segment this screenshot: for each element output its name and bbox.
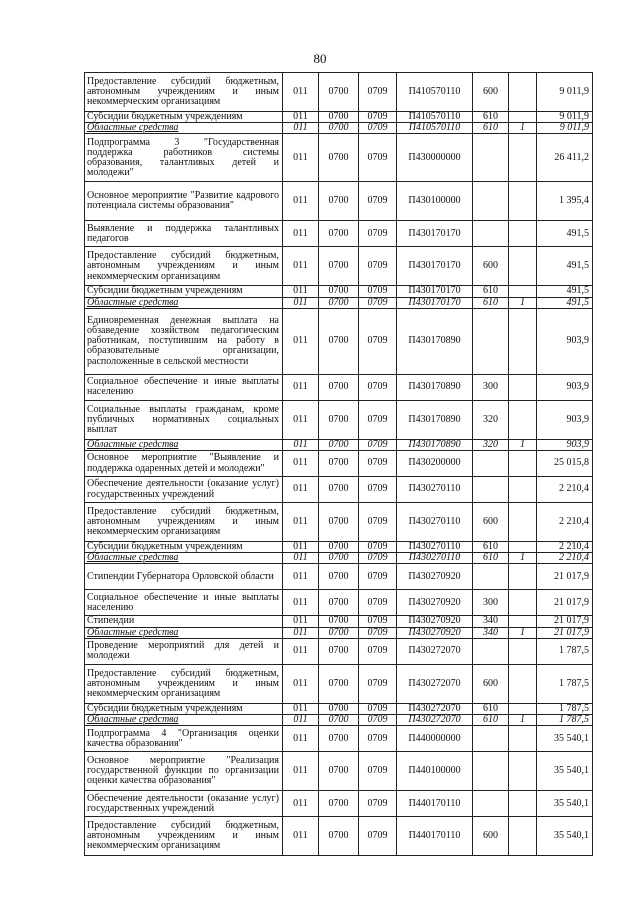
expense-type-code: 300 xyxy=(473,374,509,400)
ministry-code: 011 xyxy=(283,638,319,664)
row-name: Областные средства xyxy=(85,627,283,638)
target-article-code: П440170110 xyxy=(397,817,473,856)
target-article-code: П430170170 xyxy=(397,297,473,308)
ministry-code: 011 xyxy=(283,73,319,112)
funding-source-code xyxy=(509,817,537,856)
ministry-code: 011 xyxy=(283,400,319,439)
funding-source-code xyxy=(509,616,537,627)
funding-source-code xyxy=(509,134,537,182)
amount: 21 017,9 xyxy=(537,564,593,590)
subsection-code: 0709 xyxy=(359,638,397,664)
row-name: Основное мероприятие "Развитие кадрового потенциала системы образования" xyxy=(85,182,283,221)
row-name: Основное мероприятие "Реализация государственной функции по организации оценки качества образования" xyxy=(85,752,283,791)
ministry-code: 011 xyxy=(283,182,319,221)
ministry-code: 011 xyxy=(283,451,319,477)
target-article-code: П430170890 xyxy=(397,308,473,374)
table-row xyxy=(85,308,593,374)
subsection-code: 0709 xyxy=(359,817,397,856)
row-name: Предоставление субсидий бюджетным, автономным учреждениям и иным некоммерческим организациям xyxy=(85,73,283,112)
funding-source-code: 1 xyxy=(509,123,537,134)
section-code: 0700 xyxy=(319,439,359,450)
section-code: 0700 xyxy=(319,308,359,374)
subsection-code: 0709 xyxy=(359,791,397,817)
row-name: Стипендии xyxy=(85,616,283,627)
table-row xyxy=(85,542,593,553)
subsection-code: 0709 xyxy=(359,73,397,112)
amount: 2 210,4 xyxy=(537,553,593,564)
subsection-code: 0709 xyxy=(359,308,397,374)
section-code: 0700 xyxy=(319,616,359,627)
amount: 2 210,4 xyxy=(537,542,593,553)
row-name: Областные средства xyxy=(85,553,283,564)
subsection-code: 0709 xyxy=(359,503,397,542)
expense-type-code xyxy=(473,752,509,791)
ministry-code: 011 xyxy=(283,726,319,752)
subsection-code: 0709 xyxy=(359,439,397,450)
expense-type-code: 610 xyxy=(473,123,509,134)
funding-source-code xyxy=(509,638,537,664)
table-row xyxy=(85,297,593,308)
ministry-code: 011 xyxy=(283,247,319,286)
subsection-code: 0709 xyxy=(359,221,397,247)
amount: 903,9 xyxy=(537,400,593,439)
section-code: 0700 xyxy=(319,134,359,182)
funding-source-code xyxy=(509,374,537,400)
ministry-code: 011 xyxy=(283,374,319,400)
expense-type-code xyxy=(473,564,509,590)
table-row xyxy=(85,123,593,134)
amount: 2 210,4 xyxy=(537,477,593,503)
subsection-code: 0709 xyxy=(359,182,397,221)
amount: 1 395,4 xyxy=(537,182,593,221)
row-name: Областные средства xyxy=(85,123,283,134)
funding-source-code: 1 xyxy=(509,627,537,638)
ministry-code: 011 xyxy=(283,553,319,564)
section-code: 0700 xyxy=(319,221,359,247)
ministry-code: 011 xyxy=(283,503,319,542)
table-row xyxy=(85,451,593,477)
ministry-code: 011 xyxy=(283,752,319,791)
target-article-code: П430170170 xyxy=(397,221,473,247)
table-row xyxy=(85,664,593,703)
amount: 491,5 xyxy=(537,221,593,247)
target-article-code: П430270110 xyxy=(397,542,473,553)
expense-type-code xyxy=(473,791,509,817)
subsection-code: 0709 xyxy=(359,400,397,439)
target-article-code: П430270920 xyxy=(397,627,473,638)
amount: 903,9 xyxy=(537,374,593,400)
ministry-code: 011 xyxy=(283,817,319,856)
expense-type-code: 610 xyxy=(473,553,509,564)
funding-source-code xyxy=(509,73,537,112)
amount: 9 011,9 xyxy=(537,112,593,123)
subsection-code: 0709 xyxy=(359,703,397,714)
expense-type-code xyxy=(473,182,509,221)
subsection-code: 0709 xyxy=(359,297,397,308)
expense-type-code: 610 xyxy=(473,297,509,308)
section-code: 0700 xyxy=(319,715,359,726)
table-row xyxy=(85,616,593,627)
target-article-code: П430270110 xyxy=(397,553,473,564)
table-row xyxy=(85,112,593,123)
table-row xyxy=(85,400,593,439)
ministry-code: 011 xyxy=(283,112,319,123)
expense-type-code xyxy=(473,221,509,247)
target-article-code: П430170170 xyxy=(397,286,473,297)
amount: 35 540,1 xyxy=(537,791,593,817)
table-row xyxy=(85,439,593,450)
table-row xyxy=(85,752,593,791)
ministry-code: 011 xyxy=(283,703,319,714)
row-name: Социальное обеспечение и иные выплаты населению xyxy=(85,590,283,616)
table-row xyxy=(85,638,593,664)
expense-type-code: 320 xyxy=(473,439,509,450)
target-article-code: П430170890 xyxy=(397,400,473,439)
ministry-code: 011 xyxy=(283,791,319,817)
table-row xyxy=(85,627,593,638)
section-code: 0700 xyxy=(319,503,359,542)
expense-type-code: 600 xyxy=(473,817,509,856)
funding-source-code xyxy=(509,703,537,714)
funding-source-code xyxy=(509,308,537,374)
subsection-code: 0709 xyxy=(359,627,397,638)
table-row xyxy=(85,286,593,297)
target-article-code: П430170890 xyxy=(397,374,473,400)
funding-source-code: 1 xyxy=(509,553,537,564)
amount: 491,5 xyxy=(537,286,593,297)
target-article-code: П440170110 xyxy=(397,791,473,817)
target-article-code: П430170170 xyxy=(397,247,473,286)
target-article-code: П410570110 xyxy=(397,112,473,123)
row-name: Субсидии бюджетным учреждениям xyxy=(85,703,283,714)
row-name: Предоставление субсидий бюджетным, автономным учреждениям и иным некоммерческим организациям xyxy=(85,247,283,286)
funding-source-code: 1 xyxy=(509,439,537,450)
table-row xyxy=(85,791,593,817)
funding-source-code xyxy=(509,182,537,221)
amount: 1 787,5 xyxy=(537,638,593,664)
table-body xyxy=(85,73,593,856)
amount: 35 540,1 xyxy=(537,726,593,752)
expense-type-code xyxy=(473,726,509,752)
section-code: 0700 xyxy=(319,477,359,503)
target-article-code: П440100000 xyxy=(397,752,473,791)
expense-type-code xyxy=(473,451,509,477)
section-code: 0700 xyxy=(319,286,359,297)
target-article-code: П430270110 xyxy=(397,477,473,503)
subsection-code: 0709 xyxy=(359,134,397,182)
page-number: 80 xyxy=(313,51,327,66)
funding-source-code xyxy=(509,477,537,503)
subsection-code: 0709 xyxy=(359,564,397,590)
subsection-code: 0709 xyxy=(359,726,397,752)
row-name: Социальное обеспечение и иные выплаты населению xyxy=(85,374,283,400)
amount: 35 540,1 xyxy=(537,752,593,791)
expense-type-code xyxy=(473,477,509,503)
funding-source-code xyxy=(509,286,537,297)
row-name: Субсидии бюджетным учреждениям xyxy=(85,112,283,123)
table-row xyxy=(85,374,593,400)
target-article-code: П430272070 xyxy=(397,703,473,714)
section-code: 0700 xyxy=(319,400,359,439)
table-row xyxy=(85,221,593,247)
amount: 491,5 xyxy=(537,247,593,286)
expense-type-code xyxy=(473,308,509,374)
section-code: 0700 xyxy=(319,73,359,112)
subsection-code: 0709 xyxy=(359,542,397,553)
expense-type-code: 320 xyxy=(473,400,509,439)
row-name: Обеспечение деятельности (оказание услуг) государственных учреждений xyxy=(85,477,283,503)
funding-source-code xyxy=(509,451,537,477)
ministry-code: 011 xyxy=(283,590,319,616)
amount: 491,5 xyxy=(537,297,593,308)
target-article-code: П430000000 xyxy=(397,134,473,182)
ministry-code: 011 xyxy=(283,123,319,134)
subsection-code: 0709 xyxy=(359,247,397,286)
amount: 21 017,9 xyxy=(537,627,593,638)
section-code: 0700 xyxy=(319,247,359,286)
section-code: 0700 xyxy=(319,564,359,590)
target-article-code: П430270110 xyxy=(397,503,473,542)
target-article-code: П430272070 xyxy=(397,715,473,726)
amount: 25 015,8 xyxy=(537,451,593,477)
ministry-code: 011 xyxy=(283,134,319,182)
expense-type-code: 600 xyxy=(473,503,509,542)
amount: 903,9 xyxy=(537,439,593,450)
amount: 21 017,9 xyxy=(537,590,593,616)
row-name: Областные средства xyxy=(85,715,283,726)
subsection-code: 0709 xyxy=(359,112,397,123)
row-name: Единовременная денежная выплата на обзаведение хозяйством педагогическим работникам, поступившим на работу в образовательные организации, расположенные в сельской местности xyxy=(85,308,283,374)
section-code: 0700 xyxy=(319,374,359,400)
table-row xyxy=(85,134,593,182)
ministry-code: 011 xyxy=(283,221,319,247)
row-name: Областные средства xyxy=(85,297,283,308)
target-article-code: П430200000 xyxy=(397,451,473,477)
expense-type-code: 610 xyxy=(473,703,509,714)
table-row xyxy=(85,477,593,503)
section-code: 0700 xyxy=(319,123,359,134)
section-code: 0700 xyxy=(319,726,359,752)
ministry-code: 011 xyxy=(283,664,319,703)
funding-source-code xyxy=(509,247,537,286)
table-row xyxy=(85,73,593,112)
table-row xyxy=(85,553,593,564)
row-name: Обеспечение деятельности (оказание услуг) государственных учреждений xyxy=(85,791,283,817)
row-name: Подпрограмма 4 "Организация оценки качества образования" xyxy=(85,726,283,752)
table-row xyxy=(85,703,593,714)
row-name: Предоставление субсидий бюджетным, автономным учреждениям и иным некоммерческим организациям xyxy=(85,664,283,703)
section-code: 0700 xyxy=(319,664,359,703)
row-name: Областные средства xyxy=(85,439,283,450)
expense-type-code: 600 xyxy=(473,73,509,112)
target-article-code: П440000000 xyxy=(397,726,473,752)
expense-type-code: 610 xyxy=(473,286,509,297)
funding-source-code xyxy=(509,752,537,791)
table-row xyxy=(85,564,593,590)
expense-type-code: 340 xyxy=(473,627,509,638)
ministry-code: 011 xyxy=(283,308,319,374)
target-article-code: П430270920 xyxy=(397,590,473,616)
subsection-code: 0709 xyxy=(359,553,397,564)
table-row xyxy=(85,590,593,616)
target-article-code: П430170890 xyxy=(397,439,473,450)
target-article-code: П430270920 xyxy=(397,616,473,627)
funding-source-code xyxy=(509,400,537,439)
target-article-code: П430272070 xyxy=(397,664,473,703)
section-code: 0700 xyxy=(319,542,359,553)
ministry-code: 011 xyxy=(283,477,319,503)
subsection-code: 0709 xyxy=(359,451,397,477)
row-name: Субсидии бюджетным учреждениям xyxy=(85,542,283,553)
subsection-code: 0709 xyxy=(359,752,397,791)
amount: 903,9 xyxy=(537,308,593,374)
section-code: 0700 xyxy=(319,703,359,714)
ministry-code: 011 xyxy=(283,286,319,297)
row-name: Стипендии Губернатора Орловской области xyxy=(85,564,283,590)
amount: 35 540,1 xyxy=(537,817,593,856)
section-code: 0700 xyxy=(319,627,359,638)
amount: 21 017,9 xyxy=(537,616,593,627)
expense-type-code: 600 xyxy=(473,664,509,703)
expense-type-code: 300 xyxy=(473,590,509,616)
subsection-code: 0709 xyxy=(359,715,397,726)
amount: 1 787,5 xyxy=(537,703,593,714)
target-article-code: П430100000 xyxy=(397,182,473,221)
row-name: Предоставление субсидий бюджетным, автономным учреждениям и иным некоммерческим организациям xyxy=(85,503,283,542)
amount: 2 210,4 xyxy=(537,503,593,542)
table-row xyxy=(85,817,593,856)
funding-source-code xyxy=(509,564,537,590)
row-name: Основное мероприятие "Выявление и поддержка одаренных детей и молодежи" xyxy=(85,451,283,477)
expense-type-code: 340 xyxy=(473,616,509,627)
budget-table xyxy=(84,72,593,856)
funding-source-code xyxy=(509,590,537,616)
ministry-code: 011 xyxy=(283,627,319,638)
expense-type-code xyxy=(473,638,509,664)
section-code: 0700 xyxy=(319,752,359,791)
funding-source-code xyxy=(509,221,537,247)
expense-type-code: 610 xyxy=(473,715,509,726)
amount: 1 787,5 xyxy=(537,715,593,726)
subsection-code: 0709 xyxy=(359,374,397,400)
expense-type-code xyxy=(473,134,509,182)
target-article-code: П430272070 xyxy=(397,638,473,664)
row-name: Выявление и поддержка талантливых педагогов xyxy=(85,221,283,247)
funding-source-code xyxy=(509,542,537,553)
target-article-code: П430270920 xyxy=(397,564,473,590)
table-row xyxy=(85,247,593,286)
subsection-code: 0709 xyxy=(359,616,397,627)
amount: 26 411,2 xyxy=(537,134,593,182)
ministry-code: 011 xyxy=(283,564,319,590)
ministry-code: 011 xyxy=(283,297,319,308)
section-code: 0700 xyxy=(319,182,359,221)
section-code: 0700 xyxy=(319,817,359,856)
ministry-code: 011 xyxy=(283,439,319,450)
subsection-code: 0709 xyxy=(359,664,397,703)
funding-source-code xyxy=(509,503,537,542)
section-code: 0700 xyxy=(319,590,359,616)
funding-source-code xyxy=(509,664,537,703)
row-name: Проведение мероприятий для детей и молодежи xyxy=(85,638,283,664)
expense-type-code: 610 xyxy=(473,112,509,123)
target-article-code: П410570110 xyxy=(397,73,473,112)
amount: 9 011,9 xyxy=(537,123,593,134)
funding-source-code: 1 xyxy=(509,715,537,726)
subsection-code: 0709 xyxy=(359,286,397,297)
funding-source-code xyxy=(509,791,537,817)
table-row xyxy=(85,715,593,726)
ministry-code: 011 xyxy=(283,542,319,553)
subsection-code: 0709 xyxy=(359,123,397,134)
section-code: 0700 xyxy=(319,791,359,817)
section-code: 0700 xyxy=(319,638,359,664)
amount: 9 011,9 xyxy=(537,73,593,112)
section-code: 0700 xyxy=(319,451,359,477)
subsection-code: 0709 xyxy=(359,477,397,503)
section-code: 0700 xyxy=(319,112,359,123)
expense-type-code: 600 xyxy=(473,247,509,286)
row-name: Социальные выплаты гражданам, кроме публичных нормативных социальных выплат xyxy=(85,400,283,439)
funding-source-code xyxy=(509,726,537,752)
funding-source-code xyxy=(509,112,537,123)
table-row xyxy=(85,182,593,221)
table-row xyxy=(85,726,593,752)
row-name: Предоставление субсидий бюджетным, автономным учреждениям и иным некоммерческим организациям xyxy=(85,817,283,856)
subsection-code: 0709 xyxy=(359,590,397,616)
section-code: 0700 xyxy=(319,297,359,308)
ministry-code: 011 xyxy=(283,616,319,627)
section-code: 0700 xyxy=(319,553,359,564)
row-name: Субсидии бюджетным учреждениям xyxy=(85,286,283,297)
funding-source-code: 1 xyxy=(509,297,537,308)
row-name: Подпрограмма 3 "Государственная поддержка работников системы образования, талантливых детей и молодежи" xyxy=(85,134,283,182)
table-row xyxy=(85,503,593,542)
amount: 1 787,5 xyxy=(537,664,593,703)
expense-type-code: 610 xyxy=(473,542,509,553)
target-article-code: П410570110 xyxy=(397,123,473,134)
ministry-code: 011 xyxy=(283,715,319,726)
